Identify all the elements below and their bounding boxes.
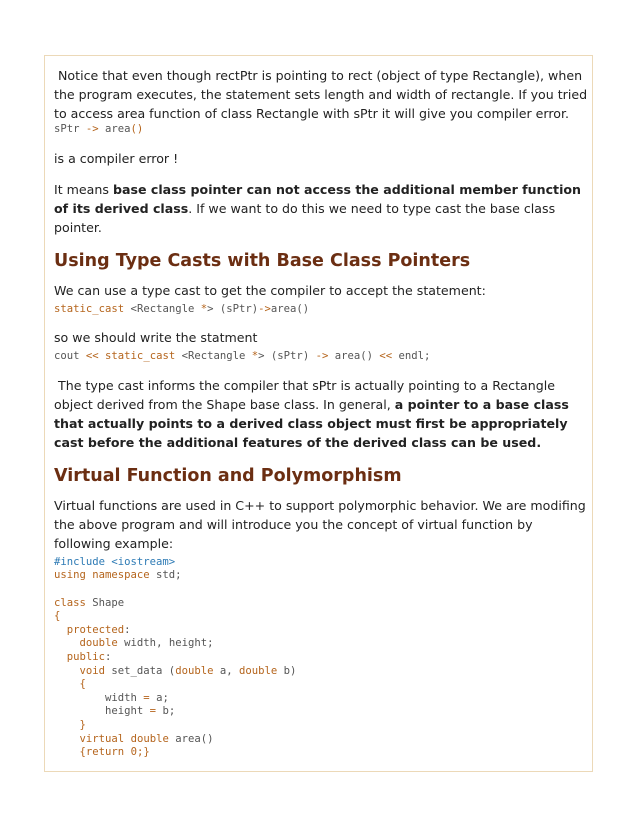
code-line: } (54, 718, 86, 731)
code-line-sptr-area (54, 123, 588, 137)
code-token: endl; (392, 350, 431, 363)
code-line-static-cast (54, 303, 588, 317)
code-token: -> (85, 123, 99, 135)
code-token: > (258, 350, 265, 363)
code-line: {return 0;} (54, 746, 150, 759)
paragraph-compiler-error: is a compiler error ! (54, 150, 179, 166)
code-token: Rectangle (187, 350, 252, 363)
code-token: area() (328, 350, 380, 363)
code-token: Rectangle (136, 302, 201, 315)
code-line (54, 583, 588, 597)
heading-virtual-function: Virtual Function and Polymorphism (54, 465, 402, 486)
bold-text: base class pointer can not access the additional member function of its derived class (54, 181, 581, 216)
code-token: < (124, 302, 137, 315)
code-line: height = b; (54, 705, 176, 718)
code-token: * (251, 350, 259, 363)
code-token: < (175, 350, 188, 363)
bold-text: a pointer to a base class that actually points to a derived class object must first be appropriately cast before the additional features of the derived class can be used. (54, 396, 569, 450)
paragraph-type-cast-explanation: The type cast informs the compiler that sPtr is actually pointing to a Rectangle object derived from the Shape base class. In general, a pointer to a base class that actually points to a derived class object must first be appropriately cast before the additional features of the derived class can be used. (54, 377, 569, 450)
code-line-cout (54, 350, 588, 364)
code-block-shape-class (54, 556, 588, 760)
paragraph-meaning: It means base class pointer can not access the additional member function of its derived class. If we want to do this we need to type cast the base class pointer. (54, 181, 581, 235)
code-line: virtual double area() (79, 732, 214, 745)
code-line: public: (66, 650, 112, 663)
code-line: width = a; (54, 691, 169, 704)
code-token: sPtr (54, 123, 86, 135)
paragraph-intro: Notice that even though rectPtr is pointing to rect (object of type Rectangle), when the program executes, the statement sets length and width of rectangle. If you tried to access area function of class Rectangle with sPtr it will give you compiler error. (54, 68, 588, 121)
code-line: #include <iostream> (54, 555, 176, 568)
code-token: -> (315, 350, 329, 363)
code-token: area() (270, 302, 310, 315)
paragraph-virtual-intro: Virtual functions are used in C++ to support polymorphic behavior. We are modifing the above program and will introduce you the concept of virtual function by following example: (54, 497, 586, 551)
paragraph-type-cast-intro: We can use a type cast to get the compiler to accept the statement: (54, 282, 486, 298)
code-token: -> (258, 302, 271, 315)
heading-type-casts: Using Type Casts with Base Class Pointers (54, 250, 471, 271)
code-line: double width, height; (79, 637, 214, 650)
code-line: using namespace std; (54, 569, 182, 582)
code-line: protected: (66, 623, 131, 636)
code-token: static_cast (105, 350, 176, 363)
code-line: void set_data (double a, double b) (79, 664, 297, 677)
code-token: cout (54, 350, 86, 363)
code-token: static_cast (54, 302, 125, 315)
code-token: area (98, 123, 131, 135)
code-line: class Shape (54, 596, 125, 609)
code-token: << (379, 350, 393, 363)
code-line: { (54, 610, 61, 623)
code-token: > (207, 302, 214, 315)
code-token: << (85, 350, 99, 363)
code-token: (sPtr) (213, 302, 259, 315)
paragraph-write-statement: so we should write the statment (54, 330, 258, 346)
code-token: (sPtr) (264, 350, 316, 363)
code-token: * (200, 302, 208, 315)
code-line: { (54, 678, 86, 691)
document-body (54, 66, 588, 760)
code-token: () (130, 123, 144, 135)
